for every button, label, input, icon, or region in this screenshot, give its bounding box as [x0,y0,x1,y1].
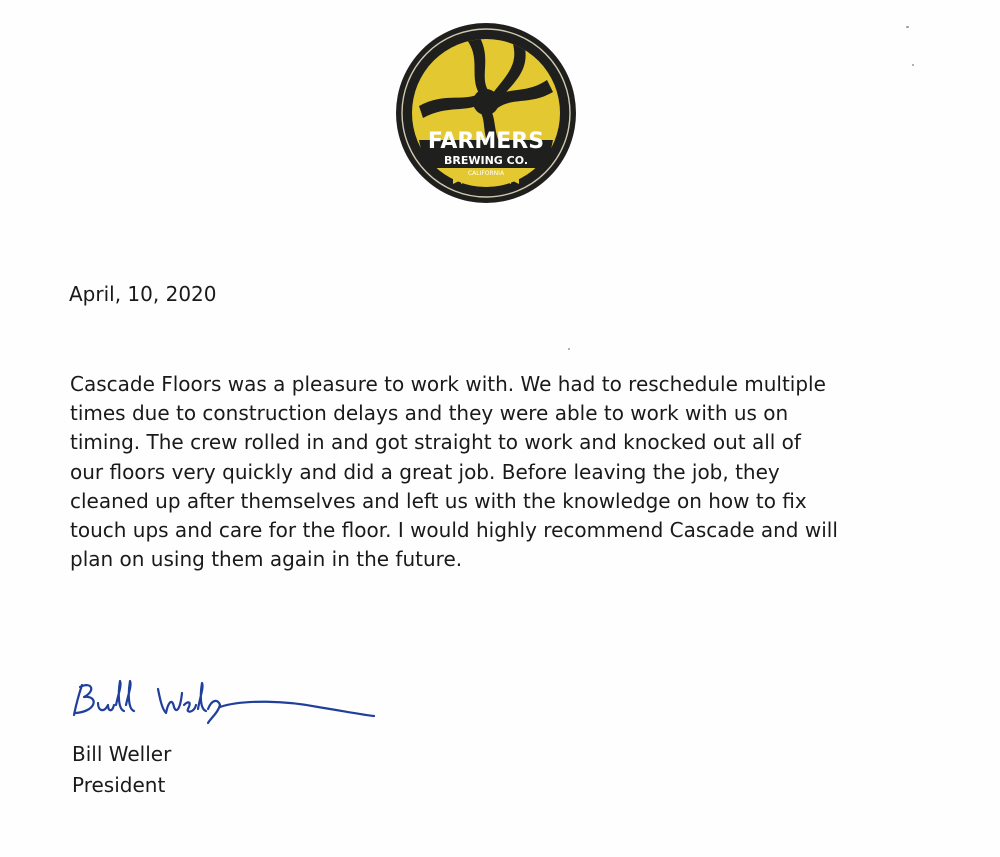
letter-body-line: our floors very quickly and did a great job. Before leaving the job, they [70,459,780,484]
scan-speck [906,26,909,28]
logo-brand-name: FARMERS [427,129,545,154]
handwritten-signature [68,675,388,727]
letter-body-line: Cascade Floors was a pleasure to work with. We had to reschedule multiple [70,372,826,396]
scan-speck [912,64,914,66]
farmers-brewing-logo-icon [395,22,577,204]
letter-body-line: plan on using them again in the future. [70,547,463,572]
letter-body-line: cleaned up after themselves and left us with the knowledge on how to fix [70,488,807,513]
letter-body-line: times due to construction delays and they were able to work with us on [70,401,789,426]
letter-date: April, 10, 2020 [69,282,217,306]
logo-brand-sub: BREWING CO. [443,154,529,167]
scan-speck [568,348,570,350]
signer-title: President [72,773,166,797]
letter-body-line: touch ups and care for the floor. I would highly recommend Cascade and will [70,518,838,543]
signer-name: Bill Weller [72,742,172,766]
logo-brand-location: CALIFORNIA [467,170,505,177]
letter-body-line: timing. The crew rolled in and got straight to work and knocked out all of [70,430,801,455]
letter-body [70,370,950,574]
brand-logo [395,22,577,204]
